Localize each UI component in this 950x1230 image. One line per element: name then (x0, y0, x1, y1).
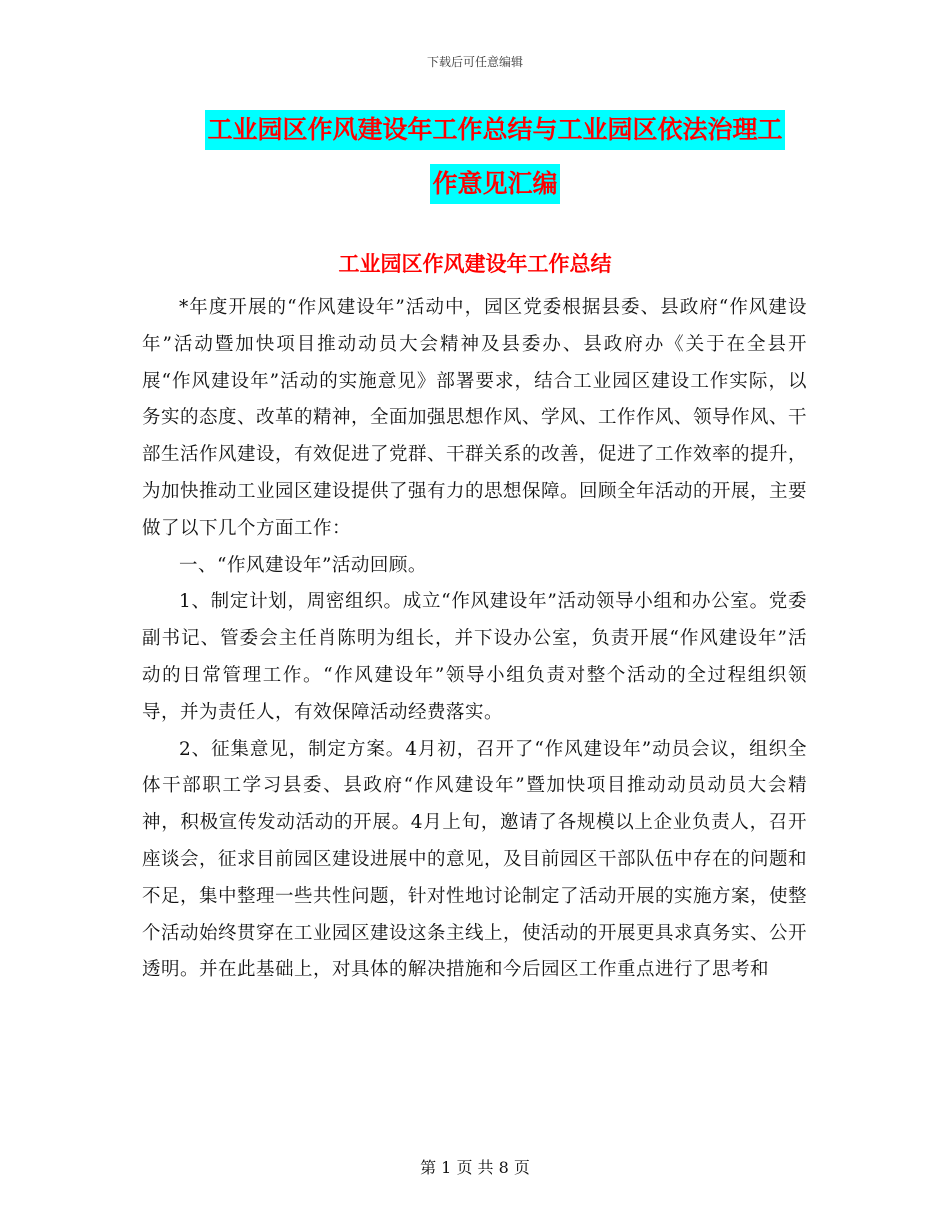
section-title: 工业园区作风建设年工作总结 (338, 251, 612, 276)
paragraph-item-1: 1、制定计划，周密组织。成立“作风建设年”活动领导小组和办公室。党委副书记、管委会主任肖陈明为组长，并下设办公室，负责开展“作风建设年”活动的日常管理工作。“作风建设年”领导小组负责对整个活动的全过程组织领导，并为责任人，有效保障活动经费落实。 (142, 591, 807, 723)
paragraph-intro: *年度开展的“作风建设年”活动中，园区党委根据县委、县政府“作风建设年”活动暨加快项目推动动员大会精神及县委办、县政府办《关于在全县开展“作风建设年”活动的实施意见》部署要求，结合工业园区建设工作实际，以务实的态度、改革的精神，全面加强思想作风、学风、工作作风、领导作风、干部生活作风建设，有效促进了党群、干群关系的改善，促进了工作效率的提升，为加快推动工业园区建设提供了强有力的思想保障。回顾全年活动的开展，主要做了以下几个方面工作： (142, 297, 808, 539)
title-line-2: 作意见汇编 (430, 164, 559, 204)
title-line-1: 工业园区作风建设年工作总结与工业园区依法治理工 (205, 110, 784, 150)
paragraph-heading-1: 一、“作风建设年”活动回顾。 (179, 554, 427, 576)
body-text (142, 290, 807, 989)
document-title (150, 110, 840, 204)
page-footer: 第 1 页 共 8 页 (420, 1158, 530, 1177)
paragraph-item-2: 2、征集意见，制定方案。4月初，召开了“作风建设年”动员会议，组织全体干部职工学习县委、县政府“作风建设年”暨加快项目推动动员动员大会精神，积极宣传发动活动的开展。4月上旬，邀请了各规模以上企业负责人，召开座谈会，征求目前园区建设进展中的意见，及目前园区干部队伍中存在的问题和不足，集中整理一些共性问题，针对性地讨论制定了活动开展的实施方案，使整个活动始终贯穿在工业园区建设这条主线上，使活动的开展更具求真务实、公开透明。并在此基础上，对具体的解决措施和今后园区工作重点进行了思考和 (142, 738, 808, 981)
download-note: 下载后可任意编辑 (426, 55, 523, 69)
